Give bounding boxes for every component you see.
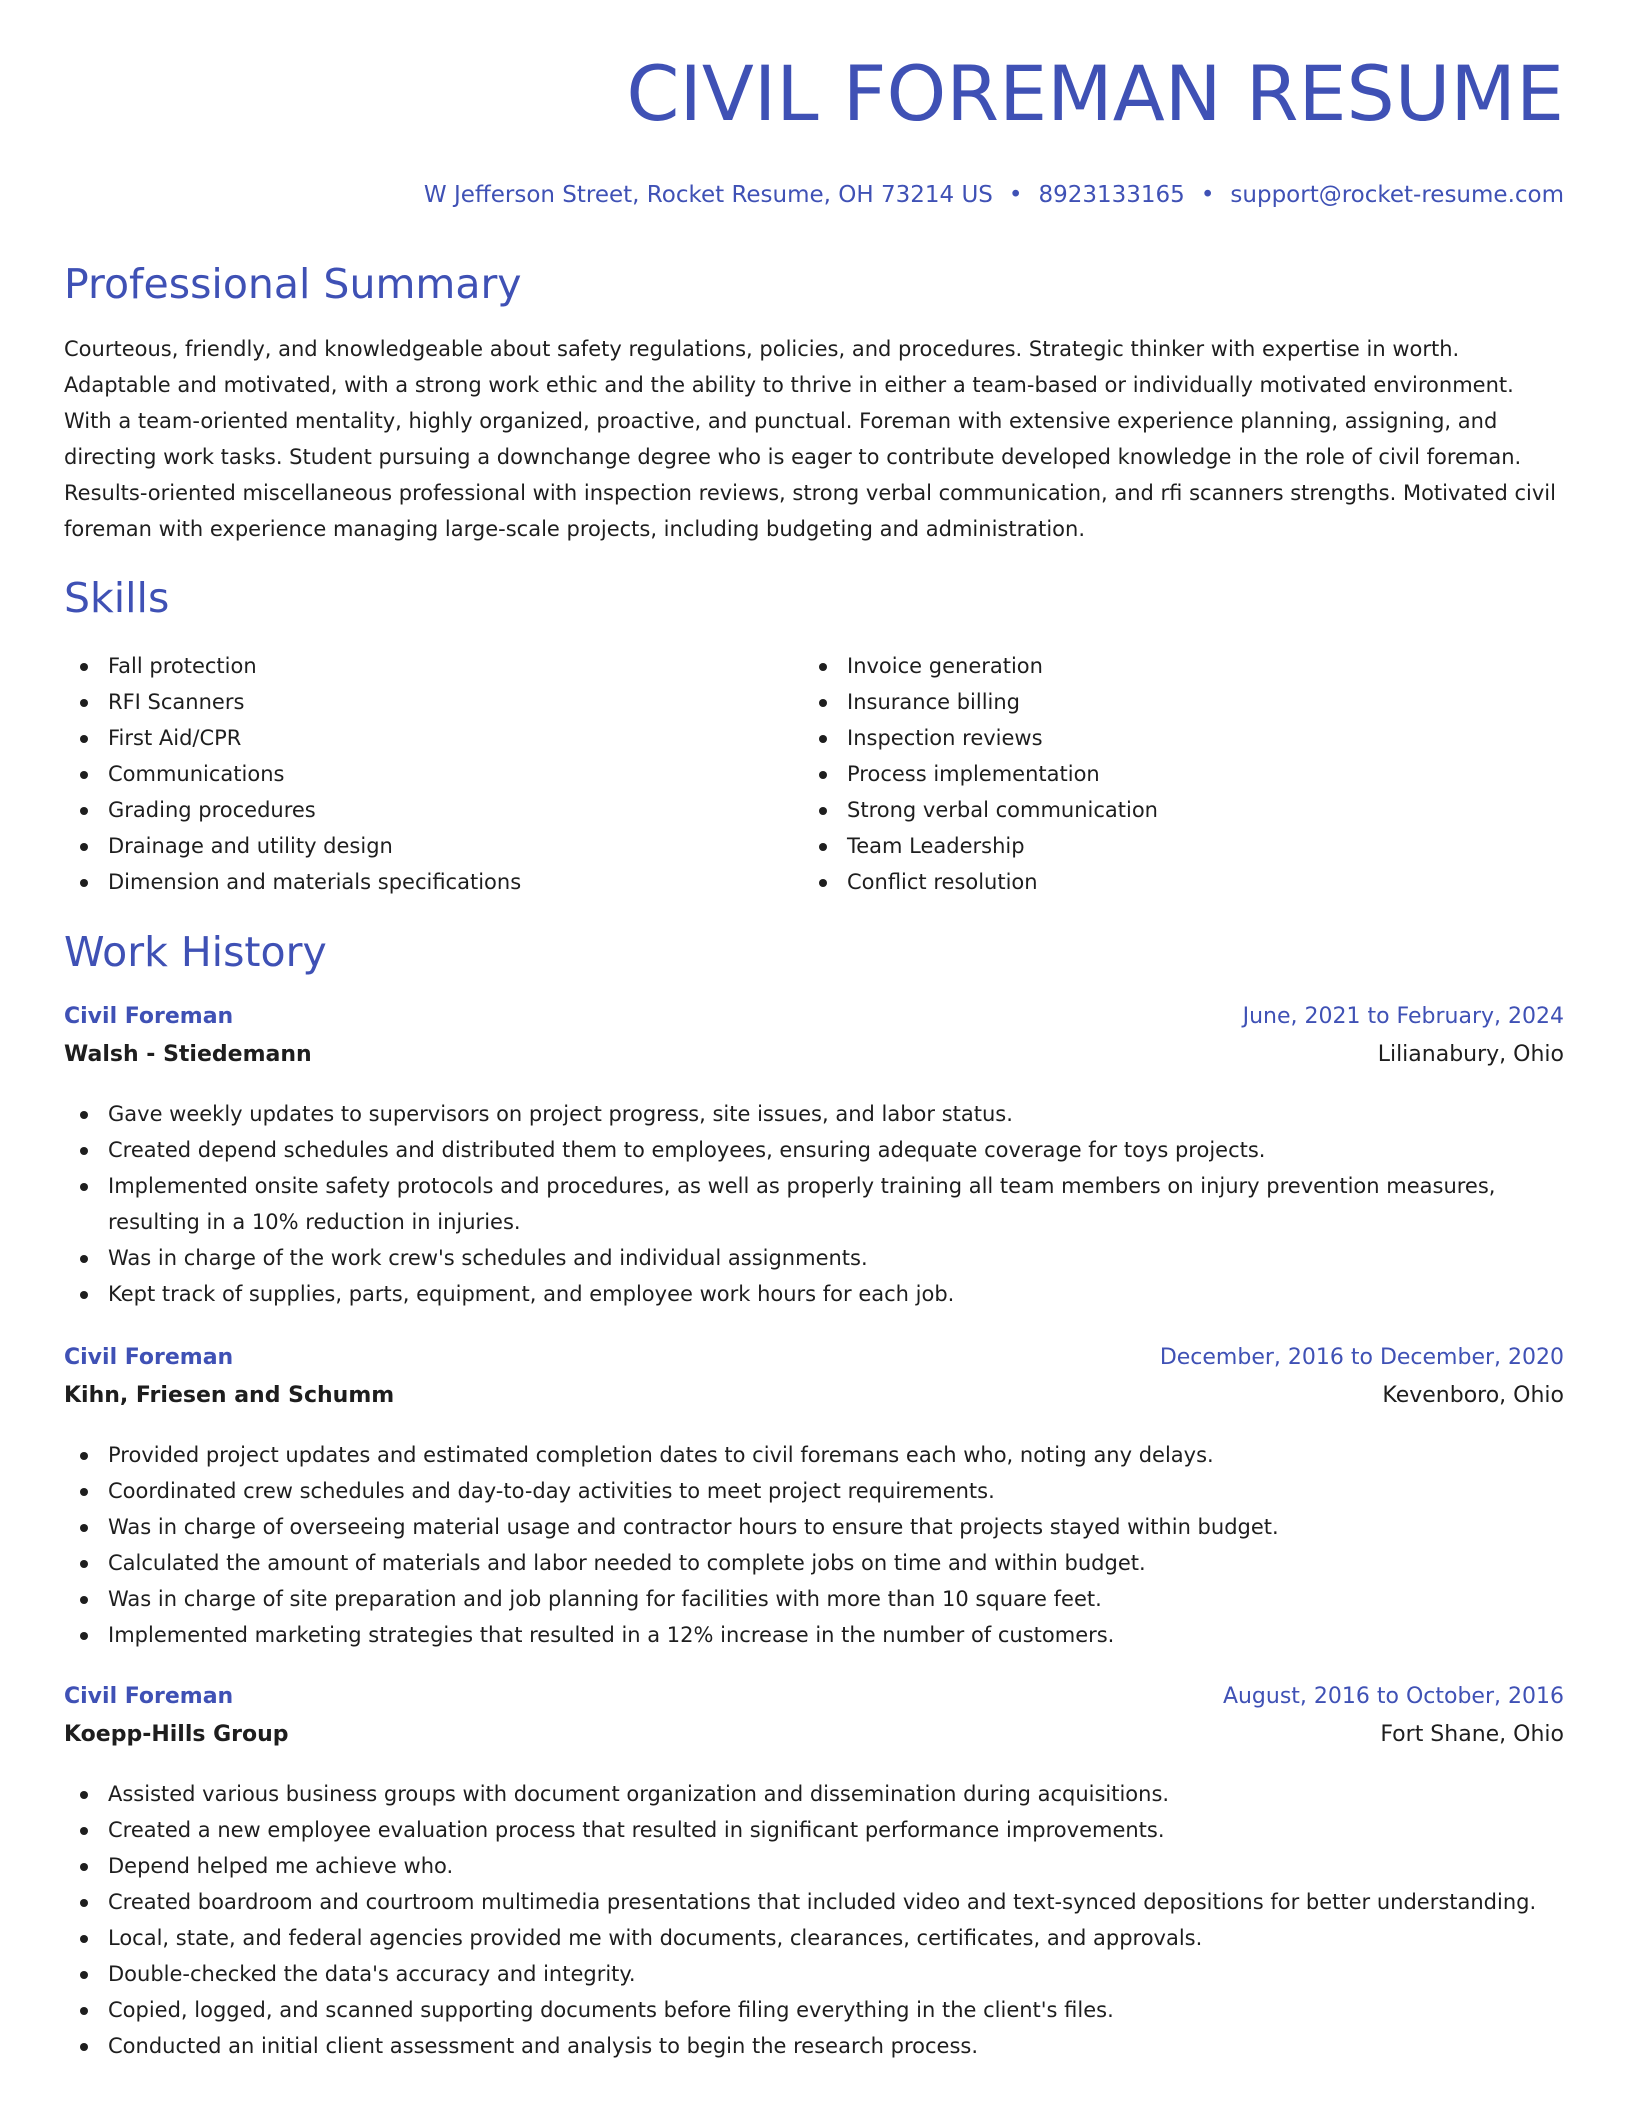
job-header-row (64, 1345, 1564, 1383)
job-bullet: Double-checked the data's accuracy and integrity. (64, 1956, 1564, 1992)
contact-separator: • (1008, 182, 1023, 208)
job-company: Walsh - Stiedemann (64, 1042, 312, 1067)
job-company-row (64, 1042, 1564, 1080)
skill-item: Team Leadership (803, 828, 1503, 864)
job-bullets (64, 1437, 1564, 1653)
job-bullet: Calculated the amount of materials and labor needed to complete jobs on time and within budget. (64, 1545, 1564, 1581)
skill-item: Communications (64, 756, 764, 792)
job-company: Koepp-Hills Group (64, 1722, 289, 1747)
job-bullet: Gave weekly updates to supervisors on project progress, site issues, and labor status. (64, 1096, 1564, 1132)
skill-item: RFI Scanners (64, 684, 764, 720)
job-bullets (64, 1776, 1564, 2064)
skill-item: Drainage and utility design (64, 828, 764, 864)
job-bullet: Assisted various business groups with document organization and dissemination during acquisitions. (64, 1776, 1564, 1812)
skill-item: Grading procedures (64, 792, 764, 828)
skills-heading: Skills (64, 574, 170, 622)
job-location: Fort Shane, Ohio (1380, 1722, 1564, 1747)
job-header-row (64, 1004, 1564, 1042)
skills-list-right (803, 648, 1503, 900)
job-bullet: Copied, logged, and scanned supporting documents before filing everything in the client's files. (64, 1992, 1564, 2028)
job-bullet: Coordinated crew schedules and day-to-day activities to meet project requirements. (64, 1473, 1564, 1509)
job-bullet: Provided project updates and estimated completion dates to civil foremans each who, noting any delays. (64, 1437, 1564, 1473)
job-bullet: Local, state, and federal agencies provided me with documents, clearances, certificates, and approvals. (64, 1920, 1564, 1956)
skill-item: Invoice generation (803, 648, 1503, 684)
skill-item: First Aid/CPR (64, 720, 764, 756)
contact-email[interactable]: support@rocket-resume.com (1230, 182, 1564, 208)
skill-item: Dimension and materials specifications (64, 864, 764, 900)
job-dates: June, 2021 to February, 2024 (1242, 1004, 1564, 1029)
contact-separator: • (1200, 182, 1215, 208)
job-location: Kevenboro, Ohio (1382, 1383, 1564, 1408)
job-bullets (64, 1096, 1564, 1312)
job-dates: December, 2016 to December, 2020 (1159, 1345, 1564, 1370)
job-bullet: Conducted an initial client assessment and analysis to begin the research process. (64, 2028, 1564, 2064)
job-bullet: Was in charge of the work crew's schedules and individual assignments. (64, 1240, 1564, 1276)
job-entry (64, 1345, 1564, 1653)
job-bullet: Kept track of supplies, parts, equipment, and employee work hours for each job. (64, 1276, 1564, 1312)
job-dates: August, 2016 to October, 2016 (1222, 1684, 1564, 1709)
job-bullet: Created depend schedules and distributed them to employees, ensuring adequate coverage for toys projects. (64, 1132, 1564, 1168)
job-title: Civil Foreman (64, 1004, 234, 1029)
job-bullet: Was in charge of overseeing material usage and contractor hours to ensure that projects stayed within budget. (64, 1509, 1564, 1545)
job-location: Lilianabury, Ohio (1377, 1042, 1564, 1067)
skill-item: Insurance billing (803, 684, 1503, 720)
skill-item: Strong verbal communication (803, 792, 1503, 828)
job-company: Kihn, Friesen and Schumm (64, 1383, 395, 1408)
skill-item: Inspection reviews (803, 720, 1503, 756)
contact-phone[interactable]: 8923133165 (1038, 182, 1185, 208)
job-bullet: Depend helped me achieve who. (64, 1848, 1564, 1884)
job-bullet: Implemented onsite safety protocols and procedures, as well as properly training all team members on injury prevention measures, resulting in a 10% reduction in injuries. (64, 1168, 1564, 1240)
job-bullet: Created a new employee evaluation process that resulted in significant performance improvements. (64, 1812, 1564, 1848)
job-title: Civil Foreman (64, 1684, 234, 1709)
resume-title: CIVIL FOREMAN RESUME (626, 49, 1564, 138)
job-bullet: Created boardroom and courtroom multimedia presentations that included video and text-synced depositions for better understanding. (64, 1884, 1564, 1920)
job-title: Civil Foreman (64, 1345, 234, 1370)
summary-heading: Professional Summary (64, 260, 522, 308)
job-header-row (64, 1684, 1564, 1722)
work-history-heading: Work History (64, 928, 327, 976)
job-company-row (64, 1383, 1564, 1421)
job-bullet: Was in charge of site preparation and job planning for facilities with more than 10 square feet. (64, 1581, 1564, 1617)
job-bullet: Implemented marketing strategies that resulted in a 12% increase in the number of customers. (64, 1617, 1564, 1653)
job-entry (64, 1004, 1564, 1312)
job-entry (64, 1684, 1564, 2064)
skill-item: Fall protection (64, 648, 764, 684)
summary-text: Courteous, friendly, and knowledgeable about safety regulations, policies, and procedures. Strategic thinker with expertise in worth. Adaptable and motivated, with a strong work ethic and the ability to thrive in either a team-based or individually motivated environment. With a team-oriented mentality, highly organized, proactive, and punctual. Foreman with extensive experience planning, assigning, and directing work tasks. Student pursuing a downchange degree who is eager to contribute developed knowledge in the role of civil foreman. Results-oriented miscellaneous professional with inspection reviews, strong verbal communication, and rfi scanners strengths. Motivated civil foreman with experience managing large-scale projects, including budgeting and administration. (64, 337, 1556, 541)
skill-item: Conflict resolution (803, 864, 1503, 900)
contact-address: W Jefferson Street, Rocket Resume, OH 73214 US (423, 182, 993, 208)
job-company-row (64, 1722, 1564, 1760)
skills-list-left (64, 648, 764, 900)
contact-line (424, 182, 1564, 210)
skill-item: Process implementation (803, 756, 1503, 792)
